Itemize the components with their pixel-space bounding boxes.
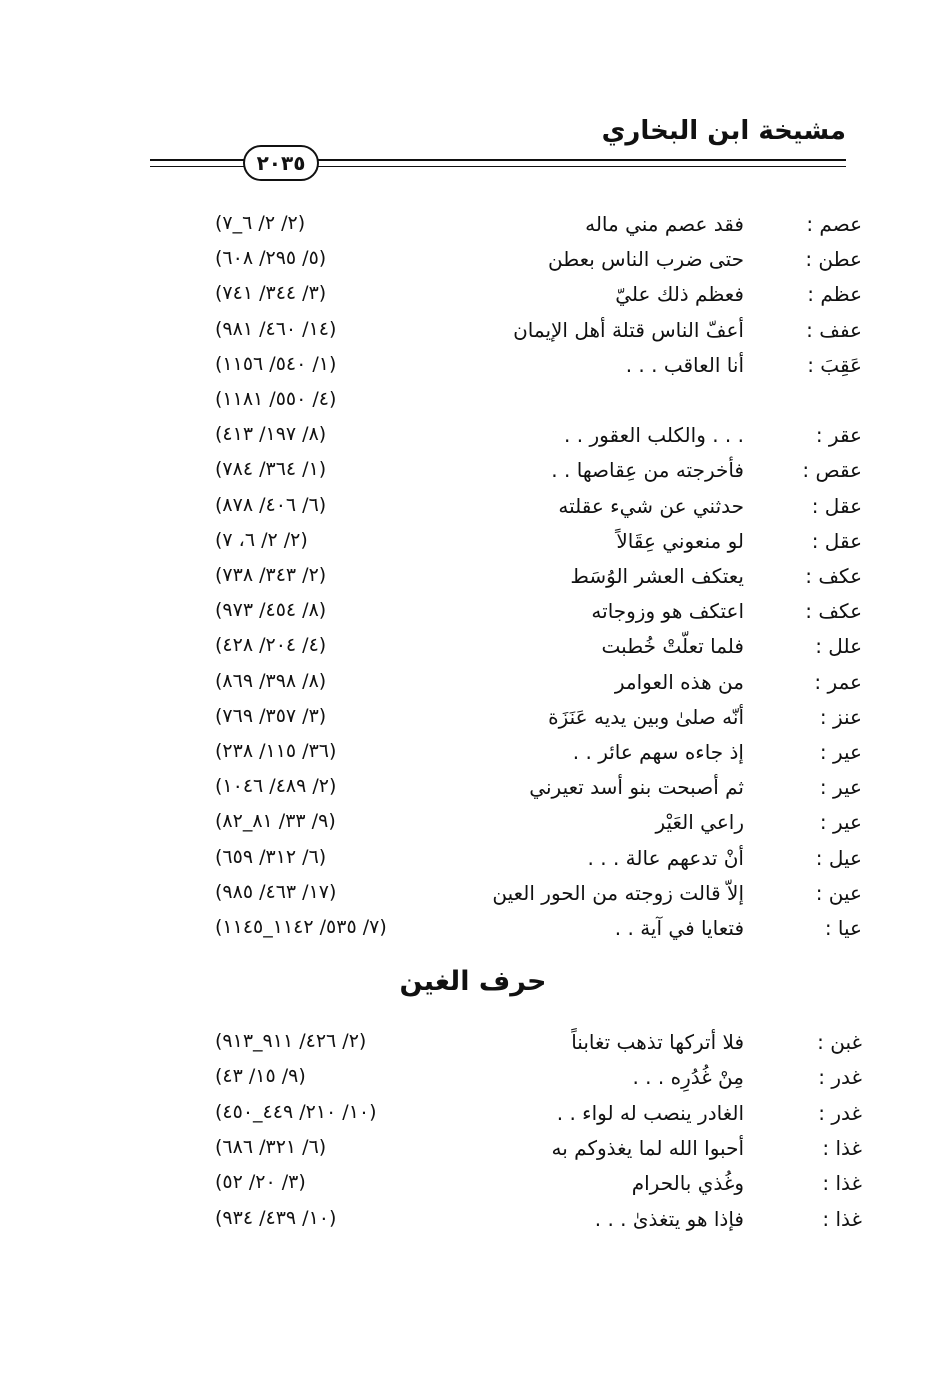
entry-reference: (٢/ ٢/ ٦، ٧) (215, 528, 308, 551)
entry-root: غذا : (822, 1206, 862, 1231)
index-entry (0, 458, 946, 492)
entry-root: غدر : (818, 1100, 862, 1125)
entry-root: عنز : (819, 704, 862, 729)
entry-phrase: حدثني عن شيء عقلته (558, 493, 744, 518)
entry-phrase: . . . والكلب العقور . . (564, 423, 744, 448)
entry-phrase: فقد عصم مني ماله (585, 212, 744, 236)
entry-root: عين : (815, 880, 862, 905)
index-entry (0, 634, 946, 668)
entry-reference: (٣٦/ ١١٥/ ٢٣٨) (215, 740, 337, 762)
entry-root: عقص : (802, 458, 862, 483)
entry-phrase: إلاّ قالت زوجته من الحور العين (492, 880, 744, 905)
entry-phrase: أنا العاقب . . . (625, 352, 744, 377)
entry-root: علل : (815, 634, 862, 659)
entry-root: عطن : (805, 247, 862, 272)
entry-root: عكف : (805, 564, 862, 588)
entry-phrase: مِنْ غُدُرِه . . . (632, 1065, 744, 1090)
entry-reference: (٨/ ١٩٧/ ٤١٣) (215, 423, 327, 446)
index-entry (0, 564, 946, 598)
entry-phrase: من هذه العوامر (614, 669, 744, 694)
entry-root: عَقِبَ : (807, 352, 862, 377)
entry-root: غذا : (822, 1171, 862, 1196)
entry-phrase: أنّه صلىٰ وبين يديه عَنَزَة (548, 704, 744, 729)
index-entry (0, 212, 946, 246)
entry-root: عيا : (824, 916, 862, 940)
entry-root: غبن : (817, 1030, 862, 1054)
entry-phrase: الغادر ينصب له لواء . . (556, 1100, 744, 1125)
entry-reference: (١٤/ ٤٦٠/ ٩٨١) (215, 317, 337, 340)
page-number: ٢٠٣٥ (243, 145, 319, 181)
entry-reference: (٣/ ٣٤٤/ ٧٤١) (215, 282, 327, 305)
entry-root: عمر : (814, 669, 862, 694)
index-entry (0, 1030, 946, 1064)
entry-phrase: أعفّ الناس قتلة أهل الإيمان (513, 317, 744, 342)
entry-reference: (٤/ ٢٠٤/ ٤٢٨) (215, 634, 327, 657)
entry-phrase: أحبوا الله لما يغذوكم به (551, 1135, 744, 1160)
entry-reference: (٢/ ٣٤٣/ ٧٣٨) (215, 564, 327, 586)
entry-phrase: فأخرجته من عِقاصها . . (551, 458, 744, 483)
entry-root: عفف : (806, 317, 862, 342)
index-entry (0, 494, 946, 528)
index-entry (0, 1207, 946, 1241)
entry-reference: (٣/ ٣٥٧/ ٧٦٩) (215, 704, 327, 727)
entry-root: غذا : (822, 1135, 862, 1160)
entry-phrase: وغُذي بالحرام (631, 1171, 744, 1196)
index-entry (0, 705, 946, 739)
entry-reference: (٣/ ٢٠/ ٥٢) (215, 1171, 306, 1194)
entry-root: عكف : (805, 599, 862, 624)
entry-reference: (١٠/ ٤٣٩/ ٩٣٤) (215, 1206, 337, 1229)
entry-reference: (١٧/ ٤٦٣/ ٩٨٥) (215, 880, 337, 903)
entry-root: عير : (819, 740, 862, 764)
entry-reference: (٨/ ٣٩٨/ ٨٦٩) (215, 669, 327, 692)
index-entry (0, 670, 946, 704)
entry-phrase: اعتكف هو وزوجاته (591, 599, 744, 624)
index-entry (0, 916, 946, 950)
index-entry (0, 810, 946, 844)
entry-reference: (٨/ ٤٥٤/ ٩٧٣) (215, 599, 327, 622)
entry-root: عصم : (806, 212, 862, 236)
entry-phrase: إذ جاءه سهم عائر . . (572, 740, 744, 764)
entry-root: عقل : (811, 493, 862, 518)
index-entry (0, 599, 946, 633)
index-entry (0, 881, 946, 915)
index-entry (0, 1101, 946, 1135)
entry-phrase: أنْ تدعهم عالة . . . (587, 845, 744, 870)
index-entry (0, 1136, 946, 1170)
entry-phrase: فلما تعلّتْ خُطبت (601, 634, 744, 659)
index-entry (0, 846, 946, 880)
entry-phrase: فإذا هو يتغذىٰ . . . (594, 1206, 744, 1231)
entry-root: عقل : (811, 528, 862, 553)
entry-root: عير : (819, 810, 862, 835)
entry-reference: (١٠/ ٢١٠/ ٤٤٩_٤٥٠) (215, 1100, 377, 1123)
entry-phrase: فلا أتركها تذهب تغابناً (571, 1030, 744, 1054)
entry-phrase: حتى ضرب الناس بعطن (547, 247, 744, 272)
entry-reference: (٦/ ٣١٢/ ٦٥٩) (215, 845, 327, 868)
index-entry (0, 388, 946, 422)
index-entry (0, 318, 946, 352)
entry-reference: (٩/ ١٥/ ٤٣) (215, 1065, 306, 1088)
entry-reference: (٧/ ٥٣٥/ ١١٤٢_١١٤٥) (215, 916, 387, 938)
entry-root: عقر : (815, 423, 862, 448)
entry-phrase: لو منعوني عِقَالاً (616, 528, 744, 553)
entry-reference: (٢/ ٤٨٩/ ١٠٤٦) (215, 775, 337, 798)
entry-reference: (٦/ ٣٢١/ ٦٨٦) (215, 1135, 327, 1158)
entry-reference: (٢/ ٢/ ٦_٧) (215, 212, 306, 234)
entry-reference: (٩/ ٣٣/ ٨١_٨٢) (215, 810, 336, 833)
index-entry (0, 1065, 946, 1099)
index-entry (0, 1171, 946, 1205)
index-entry (0, 353, 946, 387)
index-entry (0, 529, 946, 563)
entry-phrase: فعظم ذلك عليّ (615, 282, 744, 307)
running-title: مشيخة ابن البخاري (601, 116, 846, 146)
entry-root: غدر : (818, 1065, 862, 1090)
entry-reference: (٥/ ٢٩٥/ ٦٠٨) (215, 247, 327, 270)
entry-reference: (١/ ٥٤٠/ ١١٥٦) (215, 352, 337, 375)
entry-reference: (١/ ٣٦٤/ ٧٨٤) (215, 458, 327, 481)
entry-reference: (٤/ ٥٥٠/ ١١٨١) (215, 388, 337, 410)
entry-reference: (٢/ ٤٢٦/ ٩١١_٩١٣) (215, 1030, 367, 1052)
index-entry (0, 282, 946, 316)
index-entry (0, 775, 946, 809)
entry-phrase: يعتكف العشر الوُسَط (570, 564, 744, 588)
entry-phrase: ثم أصبحت بنو أسد تعيرني (529, 775, 744, 800)
entry-root: عيل : (815, 845, 862, 870)
index-entry (0, 247, 946, 281)
index-entry (0, 423, 946, 457)
section-heading: حرف الغين (399, 966, 547, 997)
entry-phrase: راعي العَيْر (655, 810, 744, 835)
entry-phrase: فتعايا في آية . . (614, 916, 744, 940)
entry-root: عير : (819, 775, 862, 800)
index-entry (0, 740, 946, 774)
entry-reference: (٦/ ٤٠٦/ ٨٧٨) (215, 493, 327, 516)
entry-root: عظم : (807, 282, 862, 307)
